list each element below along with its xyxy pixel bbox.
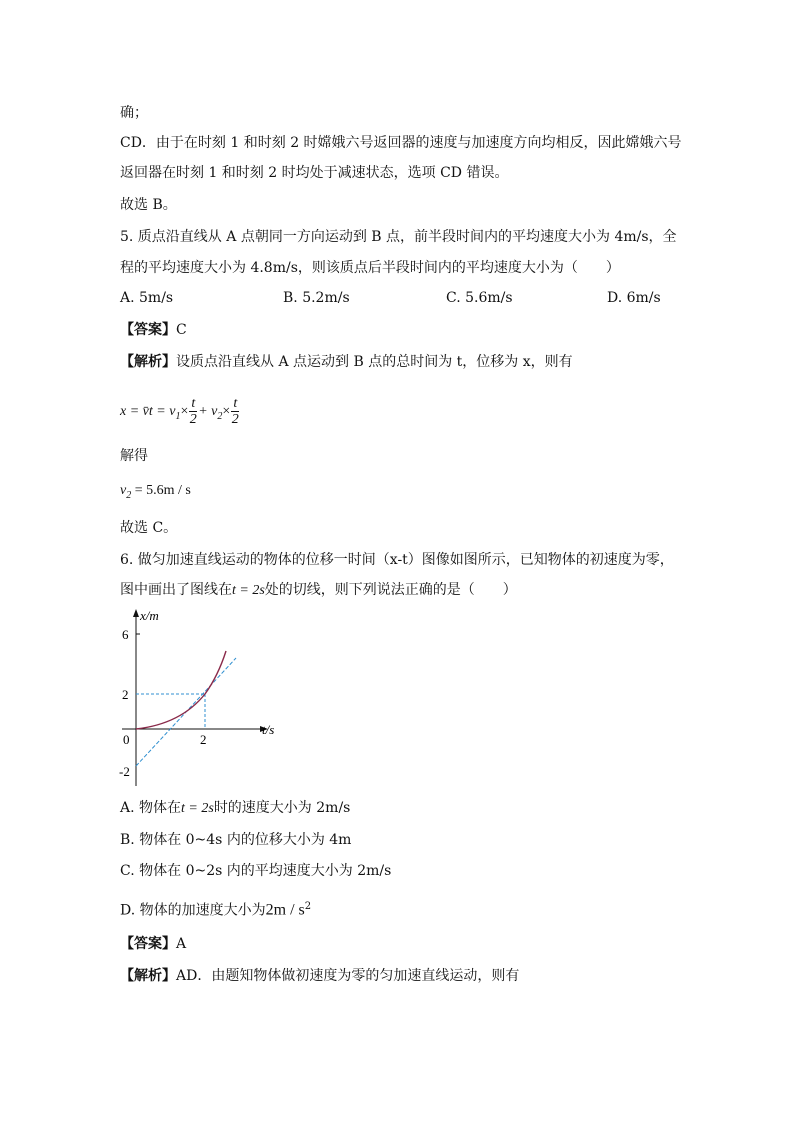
option-c: C. 5.6m/s: [446, 290, 513, 306]
tick-label-2: 2: [122, 687, 129, 702]
q6-line2-pre: 图中画出了图线在: [120, 582, 232, 598]
text-line: 故选 B。: [120, 197, 177, 213]
eq-fraction: [189, 396, 197, 427]
result-sub: 2: [126, 489, 132, 501]
analysis-tag: 【解析】: [120, 354, 176, 370]
xt-graph: [116, 606, 286, 796]
frac-den: 2: [231, 412, 239, 428]
analysis-tag: 【解析】: [120, 968, 176, 984]
q6-line2-post: 处的切线，则下列说法正确的是（ ）: [264, 582, 517, 598]
optD-math: 2m / s: [265, 901, 305, 919]
eq-times: ×: [222, 404, 231, 419]
option-b: B. 5.2m/s: [283, 290, 350, 306]
tick-label-neg2: -2: [119, 764, 130, 779]
q6-option-c: C. 物体在 0~2s 内的平均速度大小为 2m/s: [120, 863, 392, 879]
eq-sub2: 2: [217, 410, 223, 422]
solve-label: 解得: [120, 448, 148, 464]
eq-times: ×: [180, 404, 189, 419]
optA-post: 时的速度大小为 2m/s: [213, 800, 351, 816]
y-axis-label: x/m: [140, 608, 159, 623]
question-6-line1: 6. 做匀加速直线运动的物体的位移一时间（x-t）图像如图所示，已知物体的初速度为零，: [120, 552, 674, 568]
text-line: CD．由于在时刻 1 和时刻 2 时嫦娥六号返回器的速度与加速度方向均相反，因此嫦娥六号: [120, 135, 682, 151]
question-5-line2: 程的平均速度大小为 4.8m/s，则该质点后半段时间内的平均速度大小为（ ）: [120, 260, 620, 276]
q6-option-b: B. 物体在 0~4s 内的位移大小为 4m: [120, 832, 352, 848]
text-line: 确；: [120, 105, 148, 121]
answer-6: [120, 934, 186, 954]
eq-fraction: [231, 396, 239, 427]
q6-option-a: [120, 798, 350, 819]
q6-line2-math: t = 2s: [232, 583, 265, 598]
answer-value: A: [176, 936, 187, 952]
eq-plus: + v: [198, 404, 218, 419]
answer-tag: 【答案】: [120, 936, 176, 952]
optA-math: t = 2s: [181, 801, 214, 816]
frac-den: 2: [189, 412, 197, 428]
y-axis-arrow: [133, 609, 139, 617]
analysis-text: AD．由题知物体做初速度为零的匀加速直线运动，则有: [176, 968, 520, 984]
choose-5: 故选 C。: [120, 520, 178, 536]
optD-pre: D. 物体的加速度大小为: [120, 902, 266, 919]
answer-5: [120, 320, 187, 340]
analysis-5: [120, 352, 573, 372]
question-5-line1: 5. 质点沿直线从 A 点朝同一方向运动到 B 点，前半段时间内的平均速度大小为 4m/s，全: [120, 229, 677, 245]
question-6-line2: [120, 580, 517, 601]
origin-label: 0: [123, 732, 130, 747]
result-rest: = 5.6m / s: [134, 483, 191, 498]
tick-label-x2: 2: [200, 732, 207, 747]
text-line: 返回器在时刻 1 和时刻 2 时均处于减速状态，选项 CD 错误。: [120, 165, 509, 181]
result-v: v: [120, 483, 127, 498]
frac-num: t: [191, 396, 196, 412]
optA-pre: A. 物体在: [120, 800, 182, 816]
analysis-text: 设质点沿直线从 A 点运动到 B 点的总时间为 t，位移为 x，则有: [176, 354, 573, 370]
option-d: D. 6m/s: [607, 290, 661, 306]
tick-label-6: 6: [122, 627, 129, 642]
frac-num: t: [233, 396, 238, 412]
x-axis-label: t/s: [262, 722, 275, 737]
option-a: A. 5m/s: [120, 290, 174, 306]
answer-value: C: [176, 322, 187, 338]
analysis-6: [120, 966, 519, 986]
eq-lhs: x = v̄t = v: [120, 404, 176, 419]
eq-sub1: 1: [175, 410, 181, 422]
answer-tag: 【答案】: [120, 322, 176, 338]
result-equation: [120, 481, 191, 506]
optD-sup: 2: [304, 901, 312, 912]
q6-option-d: [120, 897, 311, 921]
equation-5: [120, 396, 240, 433]
